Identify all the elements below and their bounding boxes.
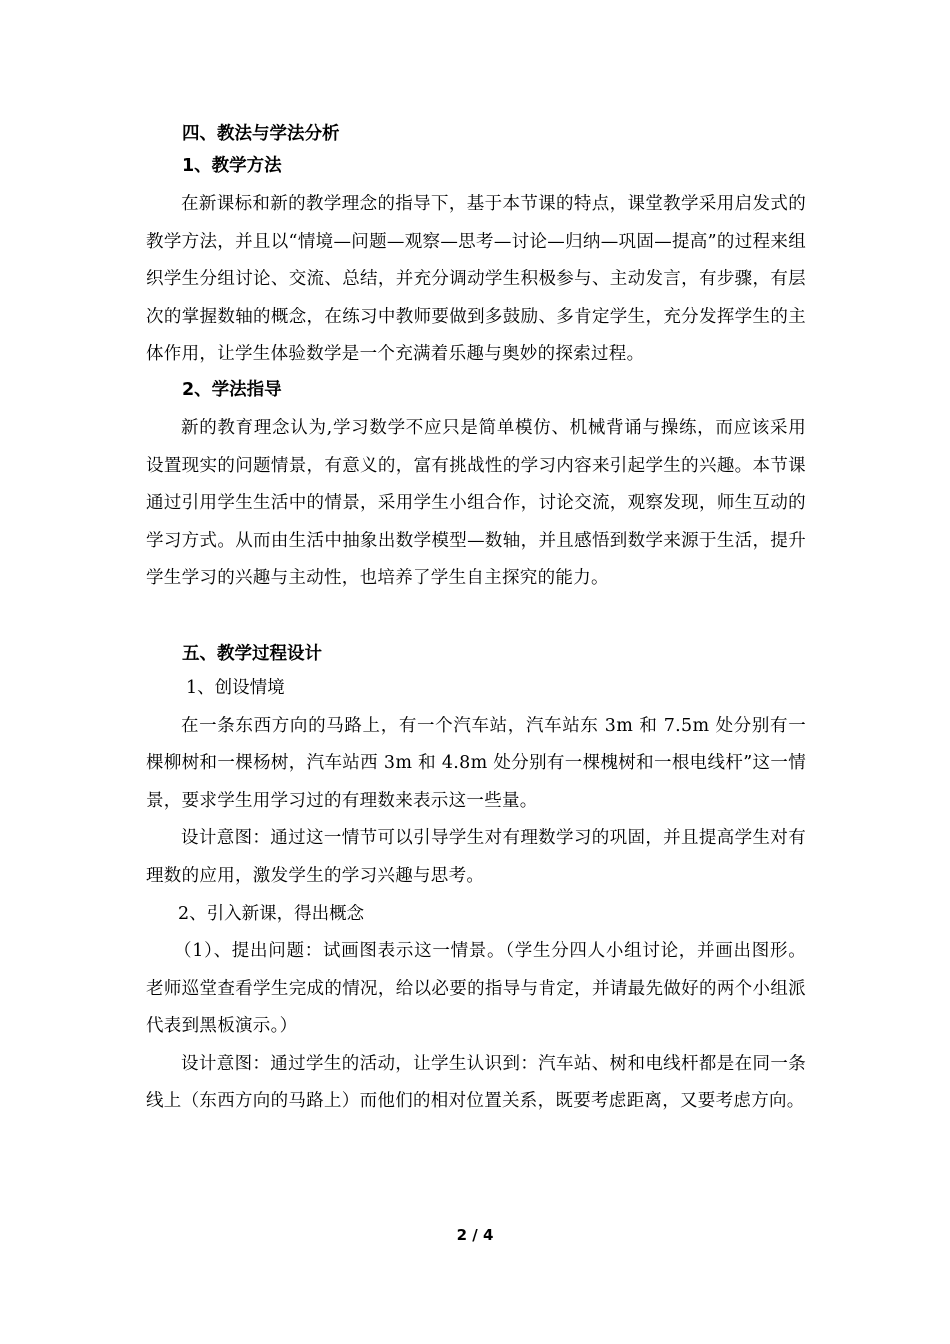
section-4-heading: 四、教法与学法分析 — [182, 124, 340, 144]
page-content — [146, 118, 806, 1121]
step-2-item-1-paragraph: （1）、提出问题：试画图表示这一情景。（学生分四人小组讨论，并画出图形。老师巡堂查看学生完成的情况，给以必要的指导与肯定，并请最先做好的两个小组派代表到黑板演示。） — [146, 941, 806, 1037]
step-2-heading: 2、引入新课，得出概念 — [178, 903, 365, 924]
section-5-heading: 五、教学过程设计 — [182, 643, 322, 664]
step-1-paragraph: 在一条东西方向的马路上，有一个汽车站，汽车站东 3m 和 7.5m 处分别有一棵柳树和一棵杨树，汽车站西 3m 和 4.8m 处分别有一棵槐树和一根电线杆”这一情景，要求学生用学习过的有理数来表示这一些量。 — [146, 715, 806, 811]
learning-guide-heading: 2、学法指导 — [182, 379, 282, 400]
page-number: 2 / 4 — [456, 1226, 494, 1244]
section-gap — [146, 598, 806, 638]
teaching-method-paragraph: 在新课标和新的教学理念的指导下，基于本节课的特点，课堂教学采用启发式的教学方法，并且以“情境—问题—观察—思考—讨论—归纳—巩固—提高”的过程来组织学生分组讨论、交流、总结，并充分调动学生积极参与、主动发言，有步骤，有层次的掌握数轴的概念，在练习中教师要做到多鼓励、多肯定学生，充分发挥学生的主体作用，让学生体验数学是一个充满着乐趣与奥妙的探索过程。 — [146, 194, 806, 365]
step-2-intent-paragraph: 设计意图：通过学生的活动，让学生认识到：汽车站、树和电线杆都是在同一条线上（东西方向的马路上）而他们的相对位置关系，既要考虑距离，又要考虑方向。 — [146, 1053, 806, 1112]
step-1-heading: 1、创设情境 — [186, 677, 285, 698]
teaching-method-heading: 1、教学方法 — [182, 156, 282, 176]
learning-guide-paragraph: 新的教育理念认为,学习数学不应只是简单模仿、机械背诵与操练，而应该采用设置现实的问题情景，有意义的，富有挑战性的学习内容来引起学生的兴趣。本节课通过引用学生生活中的情景，采用学生小组合作，讨论交流，观察发现，师生互动的学习方式。从而由生活中抽象出数学模型—数轴，并且感悟到数学来源于生活，提升学生学习的兴趣与主动性，也培养了学生自主探究的能力。 — [146, 417, 806, 589]
step-1-intent-paragraph: 设计意图：通过这一情节可以引导学生对有理数学习的巩固，并且提高学生对有理数的应用，激发学生的学习兴趣与思考。 — [146, 828, 806, 886]
